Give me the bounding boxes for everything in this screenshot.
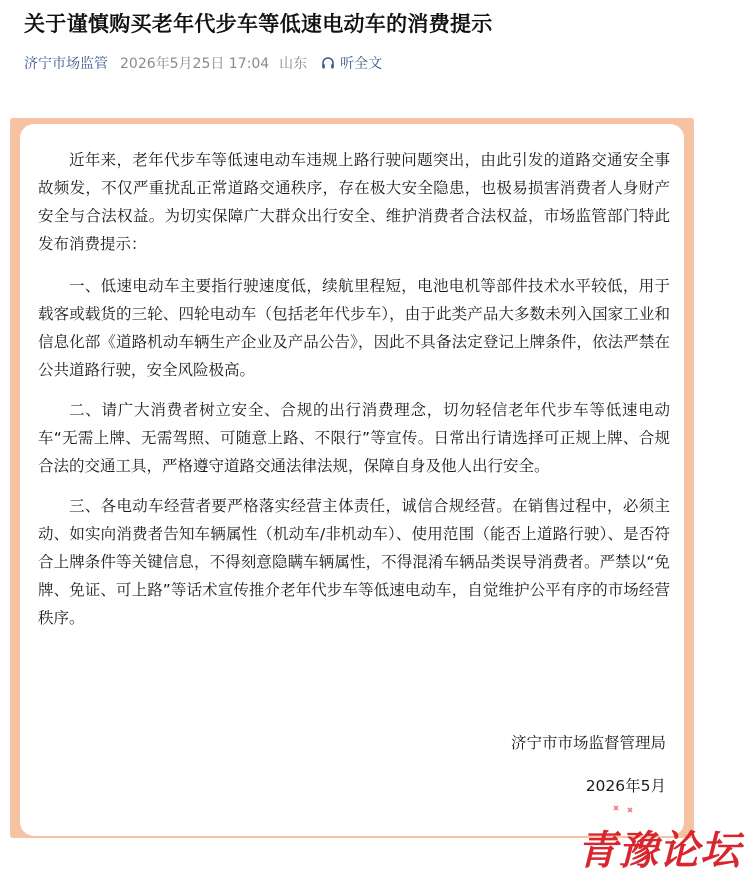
listen-full-text-button[interactable] bbox=[321, 53, 382, 73]
notice-signature: 济宁市市场监督管理局 bbox=[510, 734, 666, 752]
forum-watermark-logo bbox=[536, 802, 746, 872]
notice-paragraph-intro: 近年来，老年代步车等低速电动车违规上路行驶问题突出，由此引发的道路交通安全事故频发，不仅严重扰乱正常道路交通秩序，存在极大安全隐患，也极易损害消费者人身财产安全与合法权益。为切实保障广大群众出行安全、维护消费者合法权益，市场监管部门特此发布消费提示： bbox=[38, 151, 670, 253]
notice-body bbox=[38, 146, 670, 644]
listen-label: 听全文 bbox=[340, 56, 383, 72]
article-meta bbox=[24, 53, 382, 73]
notice-paragraph-1: 一、低速电动车主要指行驶速度低，续航里程短，电池电机等部件技术水平较低，用于载客或载货的三轮、四轮电动车（包括老年代步车），由于此类产品大多数未列入国家工业和信息化部《道路机动车辆生产企业及产品公告》，因此不具备法定登记上牌条件，依法严禁在公共道路行驶，安全风险极高。 bbox=[38, 277, 670, 379]
notice-paragraph-2: 二、请广大消费者树立安全、合规的出行消费理念，切勿轻信老年代步车等低速电动车“无需上牌、无需驾照、可随意上路、不限行”等宣传。日常出行请选择可正规上牌、合规合法的交通工具，严格遵守道路交通法律法规，保障自身及他人出行安全。 bbox=[38, 401, 670, 475]
article-title: 关于谨慎购买老年代步车等低速电动车的消费提示 bbox=[24, 12, 493, 36]
notice-paragraph-3: 三、各电动车经营者要严格落实经营主体责任，诚信合规经营。在销售过程中，必须主动、如实向消费者告知车辆属性（机动车/非机动车）、使用范围（能否上道路行驶）、是否符合上牌条件等关键信息，不得刻意隐瞒车辆属性，不得混淆车辆品类误导消费者。严禁以“免牌、免证、可上路”等话术宣传推介老年代步车等低速电动车，自觉维护公平有序的市场经营秩序。 bbox=[38, 497, 670, 627]
publish-datetime: 2026年5月25日 17:04 bbox=[120, 56, 270, 72]
region-label: 山东 bbox=[279, 56, 308, 72]
watermark-text: 青豫论坛 bbox=[577, 828, 741, 872]
headphones-icon bbox=[321, 56, 335, 70]
source-link[interactable]: 济宁市场监管 bbox=[24, 56, 108, 72]
notice-date: 2026年5月 bbox=[585, 777, 666, 795]
